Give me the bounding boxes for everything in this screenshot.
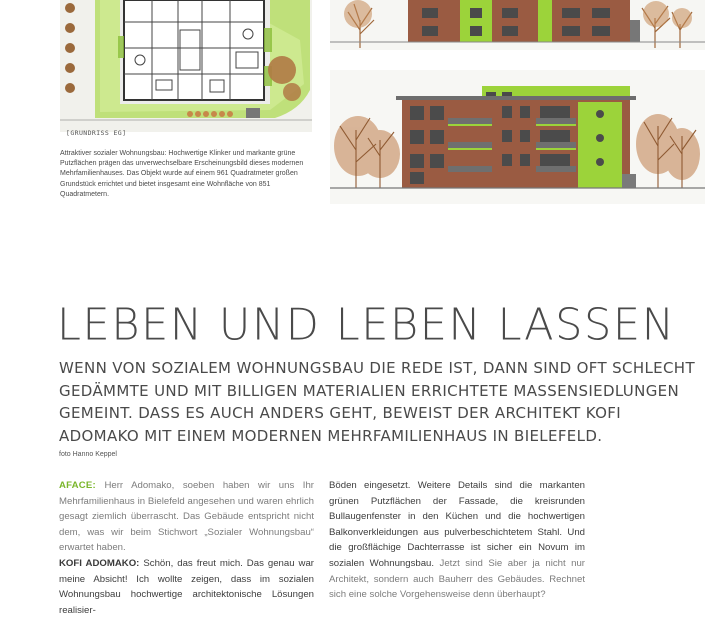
question-text: Herr Adomako, soeben haben wir uns Ihr Mehrfamilienhaus in Bielefeld angesehen und waren ehrlich gesagt ziemlich überrascht. Das Gebäude entspricht nicht dem, was wir beim Stichwort „Sozialer Wohnungsbau“ erwartet haben. (59, 480, 314, 554)
speaker-label-kofi: KOFI ADOMAKO: (59, 557, 140, 569)
elevation-image-top (330, 0, 705, 50)
article-lead: WENN VON SOZIALEM WOHNUNGSBAU DIE REDE IST, DANN SIND OFT SCHLECHT GEDÄMMTE UND MIT BILLIGEN MATERIALIEN ERRICHTETE MASSENSIEDLUNGEN GEMEINT. DASS ES AUCH ANDERS GEHT, BEWEIST DER ARCHITEKT KOFI ADOMAKO MIT EINEM MODERNEN MEHRFAMILIENHAUS IN BIELEFELD. (59, 359, 695, 445)
elevation-image-main (330, 70, 705, 204)
floor-plan-label: [GRUNDRISS EG] (66, 129, 127, 137)
figure-caption: Attraktiver sozialer Wohnungsbau: Hochwertige Klinker und markante grüne Putzflächen prägen das unverwechselbare Erscheinungsbild dieses modernen Mehrfamilienhauses. Das Objekt wurde auf einem 961 Quadratmeter großen Grundstück errichtet und bietet insgesamt eine Wohnfläche von 851 Quadratmetern. (60, 150, 304, 198)
answer-text: Schön, das freut mich. Das genau war meine Absicht! Ich wollte zeigen, dass im sozialen Wohnungsbau hochwertige architektonische Lösungen realisier- (59, 557, 314, 616)
floor-plan-drawing (60, 0, 312, 132)
elevation-drawing-main (330, 70, 705, 204)
interview-paragraph (59, 556, 314, 618)
interview-paragraph (59, 478, 314, 556)
speaker-label-aface: AFACE: (59, 480, 96, 491)
article-column-right (329, 478, 585, 603)
elevation-drawing-top (330, 0, 705, 50)
interview-paragraph (329, 478, 585, 603)
question-text: Jetzt sind Sie aber ja nicht nur Architekt, sondern auch Bauherr des Gebäudes. Rechnet sich eine solche Vorgehensweise denn überhaupt? (329, 557, 586, 601)
answer-text: Böden eingesetzt. Weitere Details sind die markanten grünen Putzflächen der Fassade, die kreisrunden Bullaugenfenster in den Küchen und die hochwertigen Balkonverkleidungen aus pulverbeschichtetem Stahl. Und die großflächige Dachterrasse ist sicher ein Novum im sozialen Wohnungsbau. (329, 480, 585, 569)
photo-credit: foto Hanno Keppel (59, 451, 117, 458)
article-column-left (59, 478, 314, 618)
floor-plan-image (60, 0, 312, 132)
article-title: LEBEN UND LEBEN LASSEN (57, 299, 676, 351)
